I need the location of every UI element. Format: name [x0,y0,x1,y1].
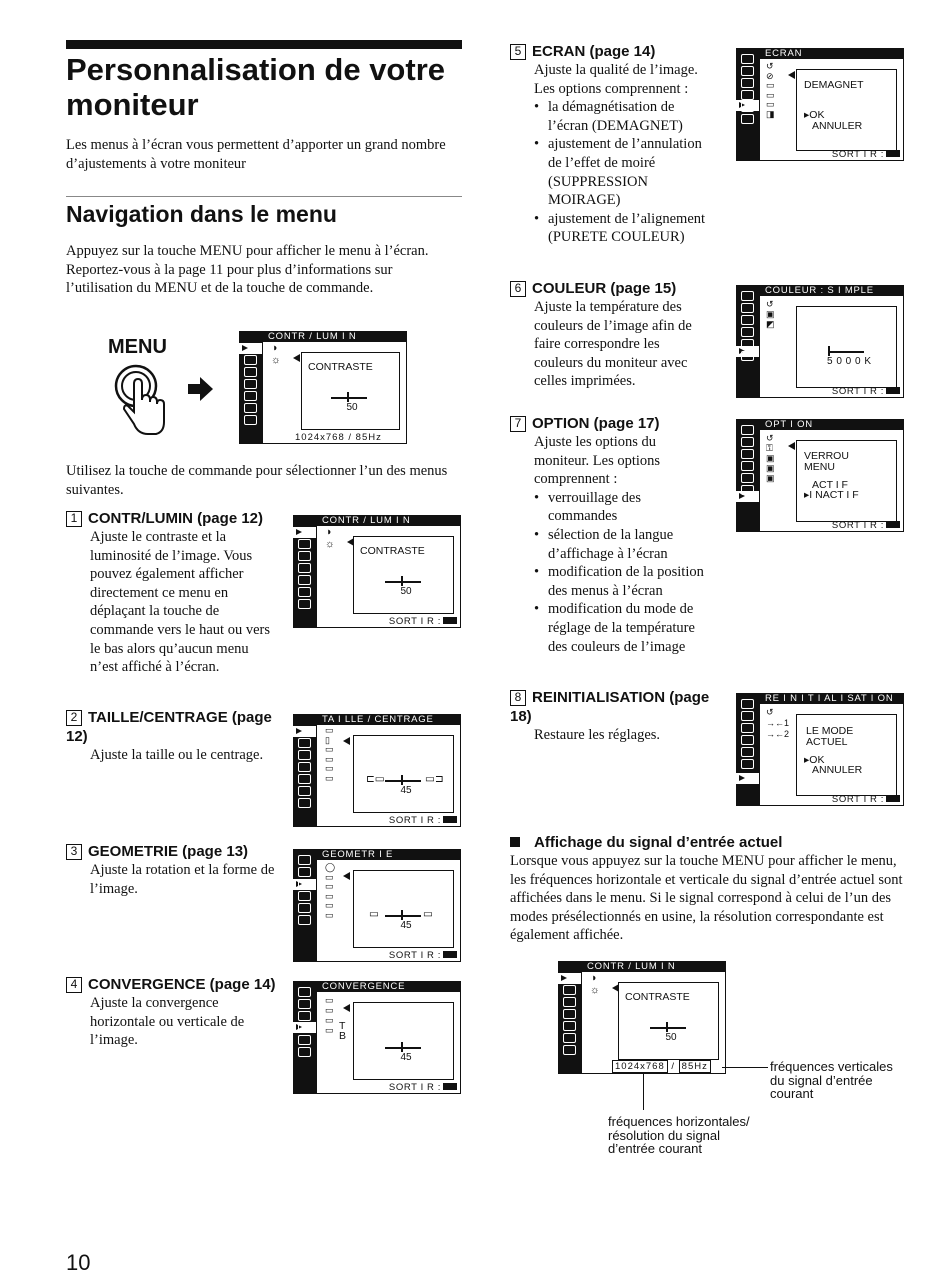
intro-text: Les menus à l’écran vous permettent d’apporter un grand nombre d’ajustements à votre moniteur [66,137,446,172]
section-title-navigation: Navigation dans le menu [66,201,337,227]
menu-button-hand-icon [112,362,174,442]
osd-convergence: CONVERGENCE ▭ ▭ ▭ ▭ T B 45 SORT I R : [293,981,461,1094]
signal-text: Lorsque vous appuyez sur la touche MENU pour afficher le menu, les fréquences horizontale et verticale du signal d’entrée actuel sont affichées dans le menu. Si le signal correspond à celui de l’un des modes présélectionnés en usine, la résolution correspondante est également affichée. [510,853,903,944]
item-taille-centrage: 2 TAILLE/CENTRAGE (page 12) Ajuste la taille ou le centrage. [66,709,272,763]
osd-contr-lumin: CONTR / LUM I N ◑ ☼ CONTRASTE 50 SORT I R : [293,515,461,628]
item-reinitialisation: 8 REINITIALISATION (page 18) Restaure les réglages. [510,689,710,743]
section-divider [66,196,462,197]
osd-option: OPT I ON ↺ ⚿ ▣ ▣ ▣ VERROU MENU ACT I F ▸I NACT I F SORT I R : [736,419,904,532]
callout-line-vertical [722,1067,768,1068]
item-couleur: 6 COULEUR (page 15) Ajuste la température des couleurs de l’image afin de faire correspondre les couleurs du moniteur avec celles imprimées. [510,279,710,391]
title-bar-rule [66,40,462,49]
osd-couleur: COULEUR : S I MPLE ↺ ▣ ◩ 5 0 0 0 K SORT I R : [736,285,904,398]
square-bullet-icon [510,837,520,847]
osd-taille-centrage: TA I LLE / CENTRAGE ▭ ▯ ▭ ▭ ▭ ▭ ⊏▭ ▭⊐ 45 SORT I R : [293,714,461,827]
page-title: Personnalisation de votre moniteur [66,52,445,122]
osd-signal-display: CONTR / LUM I N ◑ ☼ CONTRASTE 50 1024x768 / 85Hz [558,961,726,1074]
select-text: Utilisez la touche de commande pour sélectionner l’un des menus suivantes. [66,463,448,498]
osd-reinitialisation: RE I N I T I AL I SAT I ON ↺ →←1 →←2 LE MODE ACTUEL ▸OK ANNULER SORT I R : [736,693,904,806]
item-contr-lumin: 1 CONTR/LUMIN (page 12) Ajuste le contraste et la luminosité de l’image. Vous pouvez également afficher directement ce menu en déplaçant la touche de commande vers le haut ou vers le bas alors qu’aucun menu n’est affiché à l’écran. [66,509,276,677]
item-geometrie: 3 GEOMETRIE (page 13) Ajuste la rotation et la forme de l’image. [66,842,276,898]
menu-button-label: MENU [108,336,167,358]
osd-contr-lumin-main: CONTR / LUM I N ◑ ☼ CONTRASTE 50 1024x768 / 85Hz [239,331,407,444]
callout-vertical-frequency: fréquences verticales du signal d’entrée courant [770,1059,893,1101]
callout-line-horizontal [643,1074,644,1110]
item-convergence: 4 CONVERGENCE (page 14) Ajuste la convergence horizontale ou verticale de l’image. [66,975,276,1050]
item-ecran: 5 ECRAN (page 14) Ajuste la qualité de l’image. Les options comprennent : • la démagnétisation de l’écran (DEMAGNET) • ajustement de l’annulation de l’effet de moiré (SUPPRESSION MOIRAGE) • ajustement de l’alignement (PURETE COULEUR) [510,42,710,247]
arrow-shaft [188,384,201,394]
arrow-right-icon [200,377,213,401]
navigation-text: Appuyez sur la touche MENU pour afficher le menu à l’écran. Reportez-vous à la page 11 pour plus d’informations sur l’utilisation du MENU et de la touche de commande. [66,243,429,297]
callout-horizontal-frequency: fréquences horizontales/ résolution du signal d’entrée courant [608,1114,750,1156]
osd-geometrie: GEOMETR I E ◯ ▭ ▭ ▭ ▭ ▭ ▭ ▭ 45 SORT I R : [293,849,461,962]
osd-ecran: ECRAN ↺ ⊘ ▭ ▭ ▭ ◨ DEMAGNET ▸OK ANNULER SORT I R : [736,48,904,161]
item-option: 7 OPTION (page 17) Ajuste les options du moniteur. Les options comprennent : • verrouillage des commandes • sélection de la langue d’affichage à l’écran • modification de la position des menus à l’écran • modification du mode de réglage de la température des couleurs de l’image [510,414,710,656]
page-number: 10 [66,1250,91,1275]
